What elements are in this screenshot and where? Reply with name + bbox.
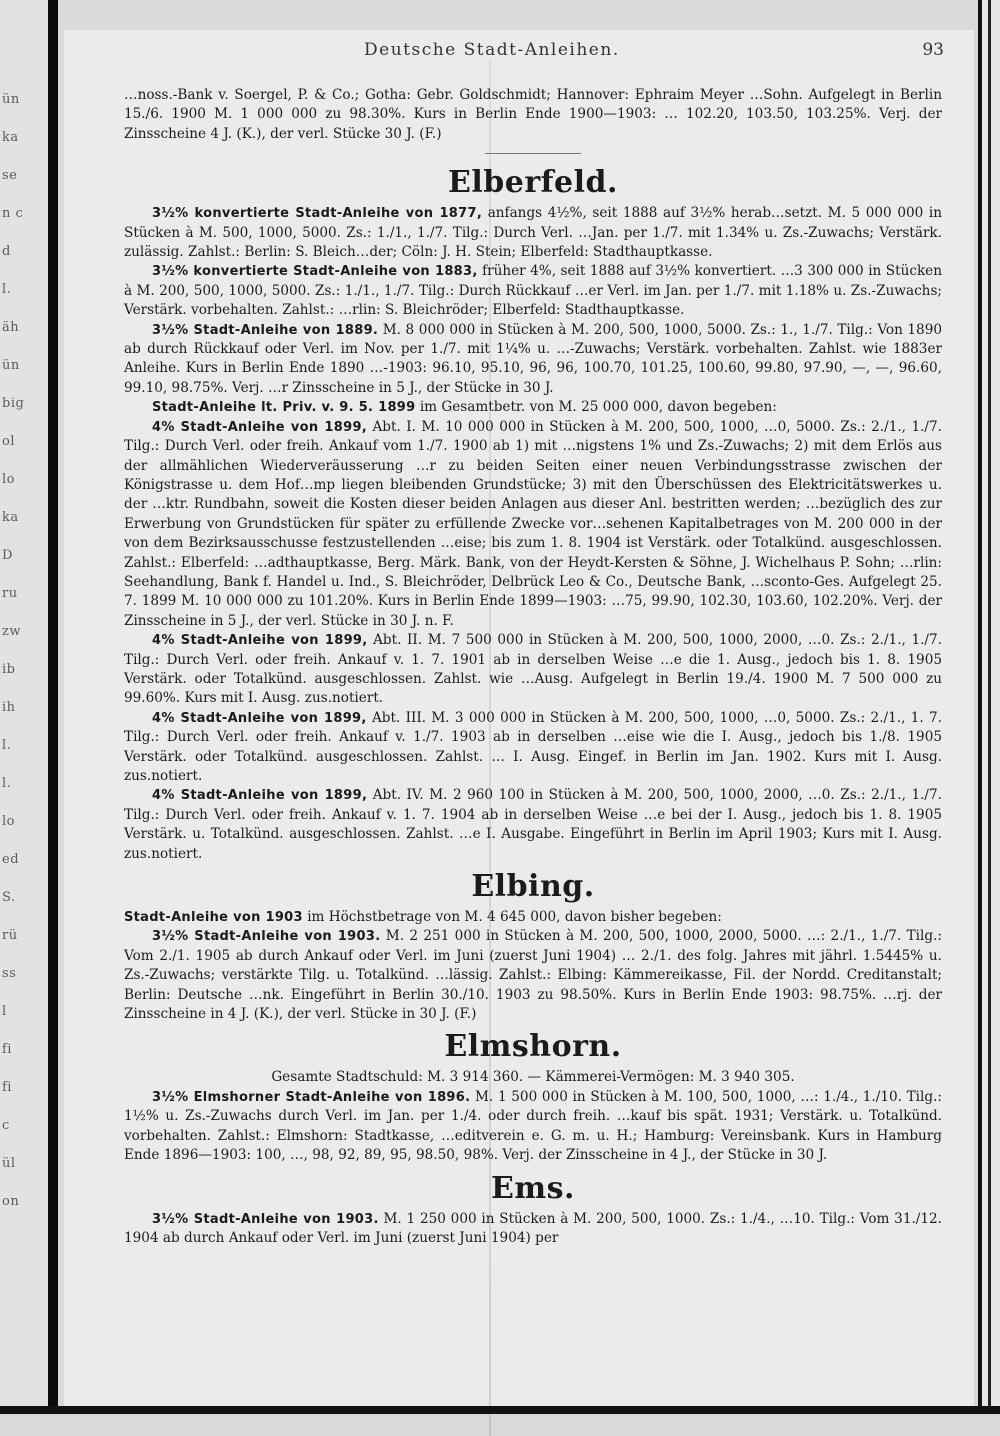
margin-fragment: zw [2, 624, 21, 639]
city-heading-elberfeld: Elberfeld. [448, 165, 618, 201]
margin-fragment: ss [2, 966, 17, 981]
entry-paragraph [124, 709, 942, 787]
entry-text: anfangs 4½%, seit 1888 auf 3½% herab…setzt. M. 5 000 000 in Stücken à M. 500, 1000, 5000. Zs.: 1./1., 1./7. Tilg.: Durch Verl. …Jan. per 1./7. mit 1.34% u. Zs.-Zuwachs; Verstärk. zulässig. Zahlst.: Berlin: S. Bleich…der; Cöln: J. H. Stein; Elberfeld: Stadthauptkasse. [124, 205, 942, 261]
entry-title: 3½% Stadt-Anleihe von 1903. [152, 1211, 379, 1227]
margin-fragment: ol [2, 434, 15, 449]
margin-fragment: S. [2, 890, 16, 905]
entry-text: Abt. II. M. 7 500 000 in Stücken à M. 200, 500, 1000, 2000, …0. Zs.: 2./1., 1./7. Tilg.: Durch Verl. oder freih. Ankauf v. 1. 7. 1901 ab in derselben Weise …e die 1. Ausg., jedoch bis 1. 8. 1905 Verstärk. oder Totalkünd. ausgeschlossen. Zahlst. wie …Ausg. Aufgelegt in Berlin 19./4. 1900 M. 7 500 000 zu 99.60%. Kurs mit I. Ausg. zus.notiert. [124, 632, 942, 707]
page-content [124, 86, 942, 1248]
margin-fragment: fi [2, 1080, 12, 1095]
margin-fragment: big [2, 396, 25, 411]
entry-text: Abt. III. M. 3 000 000 in Stücken à M. 200, 500, 1000, …0, 5000. Zs.: 2./1., 1. 7. Tilg.: Durch Verl. oder freih. Ankauf v. 1./7. 1903 ab in derselben …eise wie die I. Ausg., jedoch bis 1./8. 1905 Verstärk. oder Totalkünd. ausgeschlossen. Zahlst. … I. Ausg. Eingef. in Berlin im Jan. 1902. Kurs mit I. Ausg. zus.notiert. [124, 709, 942, 784]
intro-paragraph: …noss.-Bank v. Soergel, P. & Co.; Gotha: Gebr. Goldschmidt; Hannover: Ephraim Meyer …Sohn. Aufgelegt in Berlin 15./6. 1900 M. 1 000 000 zu 98.30%. Kurs in Berlin Ende 1900—1903: … 102.20, 103.50, 103.25%. Verj. der Zinsscheine 4 J. (K.), der verl. Stücke 30 J. (F.) [124, 87, 942, 142]
margin-fragment: fi [2, 1042, 12, 1057]
entry-title: 4% Stadt-Anleihe von 1899, [152, 633, 368, 649]
margin-fragment: äh [2, 320, 20, 335]
margin-fragment: ih [2, 700, 16, 715]
entry-title: 3½% konvertierte Stadt-Anleihe von 1883, [152, 264, 478, 280]
margin-fragment: n c [2, 206, 24, 221]
right-page-edge [978, 0, 1000, 1414]
entry-paragraph [124, 262, 942, 320]
entry-text: Abt. IV. M. 2 960 100 in Stücken à M. 200, 500, 1000, 2000, …0. Zs.: 2./1., 1./7. Tilg.: Durch Verl. oder freih. Ankauf v. 1. 7. 1904 ab in derselben Weise …e bei der I. Ausg., jedoch bis 1. 8. 1905 Verstärk. u. Totalkünd. ausgeschlossen. Zahlst. …e I. Ausgabe. Eingeführt in Berlin im April 1903; Kurs mit I. Ausg. zus.notiert. [124, 787, 942, 862]
entry-title: 4% Stadt-Anleihe von 1899, [152, 710, 367, 726]
entry-title: 3½% Stadt-Anleihe von 1903. [152, 929, 381, 945]
entry-text: Abt. I. M. 10 000 000 in Stücken à M. 200, 500, 1000, …0, 5000. Zs.: 2./1., 1./7. Tilg.: Durch Verl. oder freih. Ankauf vom 1./7. 1900 ab 1) mit …nigstens 1% und Zs.-Zuwachs; 2) mit dem Erlös aus der allmählichen Wiederveräusserung …r zu beiden Seiten einer neuen Verbindungsstrasse zwischen der Königstrasse u. dem Hof…mp liegen bleibenden Grundstücke; 3) mit den Überschüssen des Elektricitätswerkes u. der …ktr. Rundbahn, soweit die Kosten dieser beiden Anlagen aus dieser Anl. bestritten werden; …bezüglich des zur Erwerbung von Grundstücken für später zu erfüllende Zwecke vor…sehenen Kapitalbetrages von M. 200 000 in der von dem Bezirksausschusse festzustellenden …eise; bis zum 1. 8. 1904 ist Verstärk. oder Totalkünd. ausgeschlossen. Zahlst.: Elberfeld: …adthauptkasse, Berg. Märk. Bank, von der Heydt-Kersten & Söhne, J. Wichelhaus P. Sohn; …rlin: Seehandlung, Bank f. Handel u. Ind., S. Bleichröder, Delbrück Leo & Co., Deutsche Bank, …sconto-Ges. Aufgelegt 25. 7. 1899 M. 10 000 000 zu 101.20%. Kurs in Berlin Ende 1899—1903: …75, 99.90, 102.30, 103.60, 102.20%. Verj. der Zinsscheine in 5 J., der verl. Stücke in 30 J. n. F. [124, 418, 942, 629]
book-page [64, 30, 974, 1406]
entry-paragraph [124, 418, 942, 631]
margin-fragment: ka [2, 130, 19, 145]
entry-title: 4% Stadt-Anleihe von 1899, [152, 788, 368, 804]
entry-title: Stadt-Anleihe von 1903 [124, 910, 303, 926]
entry-paragraph [124, 1088, 942, 1166]
margin-fragment: D [2, 548, 13, 563]
debt-summary: Gesamte Stadtschuld: M. 3 914 360. — Kämmerei-Vermögen: M. 3 940 305. [271, 1069, 795, 1086]
entry-paragraph [124, 908, 942, 927]
entry-text: im Gesamtbetr. von M. 25 000 000, davon begeben: [415, 399, 777, 416]
entry-paragraph [124, 321, 942, 399]
margin-fragment: ül [2, 1156, 16, 1171]
entry-text: M. 8 000 000 in Stücken à M. 200, 500, 1000, 5000. Zs.: 1., 1./7. Tilg.: Von 1890 ab durch Rückkauf oder Verl. im Nov. per 1./7. mit 1¼% u. …-Zuwachs; Verstärk. vorbehalten. Zahlst. wie 1883er Anleihe. Kurs in Berlin Ende 1890 …-1903: 96.10, 95.10, 96, 96, 100.70, 101.25, 100.60, 99.80, 97.90, —, —, 96.60, 99.10, 98.75%. Verj. …r Zinsscheine in 5 J., der Stücke in 30 J. [124, 321, 942, 396]
margin-fragment: ru [2, 586, 18, 601]
margin-fragment: lo [2, 814, 15, 829]
city-heading-ems: Ems. [491, 1170, 575, 1206]
entry-title: 3½% konvertierte Stadt-Anleihe von 1877, [152, 206, 483, 222]
margin-fragment: ün [2, 92, 20, 107]
margin-fragment: on [2, 1194, 20, 1209]
margin-fragment: l. [2, 776, 12, 791]
margin-fragment: d [2, 244, 11, 259]
margin-fragment: c [2, 1118, 10, 1133]
margin-fragment: ed [2, 852, 20, 867]
margin-fragment: ka [2, 510, 19, 525]
entry-text: M. 1 500 000 in Stücken à M. 100, 500, 1000, …: 1./4., 1./10. Tilg.: 1½% u. Zs.-Zuwachs durch Verl. im Jan. per 1./4. oder durch freih. …kauf bis spät. 1931; Verstärk. u. Totalkünd. vorbehalten. Zahlst.: Elmshorn: Stadtkasse, …editverein e. G. m. u. H.; Hamburg: Vereinsbank. Kurs in Hamburg Ende 1896—1903: 100, …, 98, 92, 89, 95, 98.50, 98%. Verj. der Zinsscheine in 4 J., der Stücke in 30 J. [124, 1088, 942, 1164]
entry-paragraph [124, 398, 942, 417]
entry-text: früher 4%, seit 1888 auf 3½% konvertiert. …3 300 000 in Stücken à M. 200, 500, 1000, 5000. Zs.: 1./1., 1./7. Tilg.: Durch Rückkauf …er Verl. im Jan. per 1./7. mit 1.18% u. Zs.-Zuwachs; Verstärk. vorbehalten. Zahlst.: …rlin: S. Bleichröder; Elberfeld: Stadthauptkasse. [124, 263, 942, 319]
entry-text: im Höchstbetrage von M. 4 645 000, davon bisher begeben: [302, 909, 722, 926]
entry-title: Stadt-Anleihe lt. Priv. v. 9. 5. 1899 [152, 400, 416, 416]
margin-fragment: l [2, 1004, 7, 1019]
entry-paragraph [124, 204, 942, 262]
entry-paragraph [124, 1210, 942, 1249]
page-number: 93 [922, 40, 944, 60]
entry-paragraph [124, 631, 942, 709]
margin-fragment: l. [2, 282, 12, 297]
city-heading-elbing: Elbing. [471, 869, 595, 905]
entry-text: M. 2 251 000 in Stücken à M. 200, 500, 1000, 2000, 5000. …: 2./1., 1./7. Tilg.: Vom 2./1. 1905 ab durch Ankauf oder Verl. im Juni (zuerst Juni 1904) … 2./1. des folg. Jahres mit jährl. 1.5445% u. Zs.-Zuwachs; verstärkte Tilg. u. Totalkünd. …lässig. Zahlst.: Elbing: Kämmereikasse, Fil. der Nordd. Creditanstalt; Berlin: Deutsche …nk. Eingeführt in Berlin 30./10. 1903 zu 98.50%. Kurs in Berlin Ende 1903: 98.75%. …rj. der Zinsscheine in 4 J. (K.), der verl. Stücke in 30 J. (F.) [124, 928, 942, 1023]
running-header [364, 40, 944, 68]
left-page-edge [0, 0, 58, 1414]
entry-title: 4% Stadt-Anleihe von 1899, [152, 419, 368, 435]
entry-title: 3½% Elmshorner Stadt-Anleihe von 1896. [152, 1089, 471, 1105]
section-divider [485, 153, 581, 154]
entry-text: M. 1 250 000 in Stücken à M. 200, 500, 1000. Zs.: 1./4., …10. Tilg.: Vom 31./12. 1904 ab durch Ankauf oder Verl. im Juni (zuerst Juni 1904) per [124, 1210, 942, 1246]
margin-fragment: lo [2, 472, 15, 487]
margin-fragment: ün [2, 358, 20, 373]
margin-fragment: se [2, 168, 18, 183]
margin-fragment: ib [2, 662, 16, 677]
bottom-scan-edge [0, 1406, 1000, 1414]
city-heading-elmshorn: Elmshorn. [444, 1029, 622, 1065]
entry-title: 3½% Stadt-Anleihe von 1889. [152, 322, 379, 338]
running-title: Deutsche Stadt-Anleihen. [364, 40, 620, 60]
margin-fragment: rü [2, 928, 18, 943]
margin-fragment: l. [2, 738, 12, 753]
entry-paragraph [124, 927, 942, 1024]
entry-paragraph [124, 786, 942, 864]
